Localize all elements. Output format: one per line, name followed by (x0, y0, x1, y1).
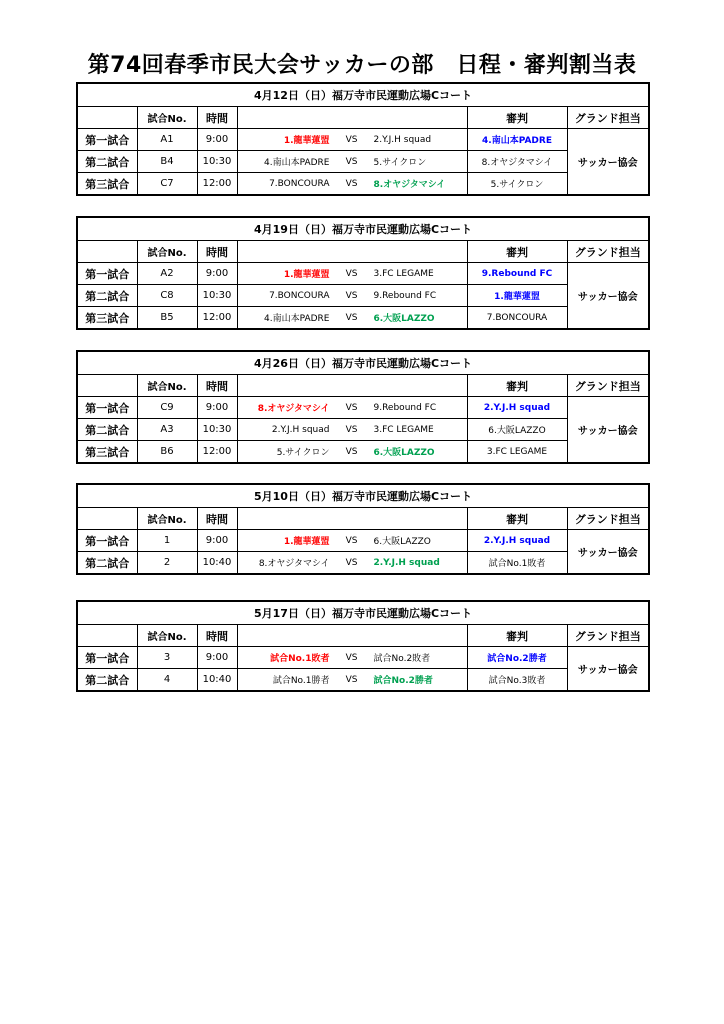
table-row (77, 173, 649, 196)
away-team: 2.Y.J.H squad (373, 557, 440, 568)
away-team: 試合No.2敗者 (373, 654, 431, 664)
header-blank (77, 508, 137, 530)
versus-label: VS (345, 557, 358, 568)
table-row (77, 307, 649, 330)
away-team: 試合No.2勝者 (373, 676, 433, 686)
header-referee: 審判 (467, 508, 567, 530)
header-match-blank (237, 508, 467, 530)
schedule-day-5 (76, 600, 648, 692)
away-team: 6.大阪LAZZO (373, 314, 435, 324)
home-team: 8.オヤジタマシイ (257, 404, 330, 414)
match-date-venue: 4月26日（日）福万寺市民運動広場Cコート (77, 351, 649, 375)
matchup (237, 552, 467, 575)
schedule-day-3 (76, 350, 648, 464)
home-team: 1.龍華蓮盟 (283, 136, 330, 146)
schedule-day-2 (76, 216, 648, 330)
header-blank (77, 241, 137, 263)
referee-team: 7.BONCOURA (467, 307, 567, 330)
versus-label: VS (345, 268, 358, 279)
away-team: 6.大阪LAZZO (373, 448, 435, 458)
matchup (237, 151, 467, 173)
game-label: 第二試合 (77, 151, 137, 173)
ground-staff: サッカー協会 (567, 647, 649, 692)
header-match-blank (237, 625, 467, 647)
matchup (237, 263, 467, 285)
table-row (77, 552, 649, 575)
header-ground: グランド担当 (567, 508, 649, 530)
match-number: 4 (137, 669, 197, 692)
header-blank (77, 625, 137, 647)
versus-label: VS (345, 402, 358, 413)
away-team: 8.オヤジタマシイ (373, 180, 446, 190)
game-label: 第二試合 (77, 669, 137, 692)
table-row (77, 647, 649, 669)
schedule-day-1 (76, 82, 648, 196)
game-label: 第三試合 (77, 173, 137, 196)
header-blank (77, 107, 137, 129)
away-team: 9.Rebound FC (373, 290, 437, 301)
table-row (77, 129, 649, 151)
table-row (77, 397, 649, 419)
versus-label: VS (345, 312, 358, 323)
versus-label: VS (345, 156, 358, 167)
versus-label: VS (345, 178, 358, 189)
matchup (237, 647, 467, 669)
kickoff-time: 9:00 (197, 397, 237, 419)
game-label: 第三試合 (77, 441, 137, 464)
header-referee: 審判 (467, 241, 567, 263)
match-date-venue: 4月19日（日）福万寺市民運動広場Cコート (77, 217, 649, 241)
header-ground: グランド担当 (567, 107, 649, 129)
ground-staff: サッカー協会 (567, 129, 649, 196)
away-team: 2.Y.J.H squad (373, 134, 432, 145)
header-match-blank (237, 241, 467, 263)
kickoff-time: 9:00 (197, 530, 237, 552)
game-label: 第二試合 (77, 285, 137, 307)
header-referee: 審判 (467, 107, 567, 129)
page-title: 第74回春季市民大会サッカーの部 日程・審判割当表 (87, 53, 637, 78)
versus-label: VS (345, 446, 358, 457)
home-team: 8.オヤジタマシイ (258, 559, 330, 569)
header-time: 時間 (197, 375, 237, 397)
kickoff-time: 10:40 (197, 669, 237, 692)
matchup (237, 285, 467, 307)
header-ground: グランド担当 (567, 625, 649, 647)
home-team: 4.南山本PADRE (264, 158, 330, 168)
referee-team: 試合No.3敗者 (467, 669, 567, 692)
table-row (77, 669, 649, 692)
schedule-table (76, 82, 650, 196)
header-ground: グランド担当 (567, 241, 649, 263)
home-team: 2.Y.J.H squad (271, 424, 330, 435)
match-date-venue: 4月12日（日）福万寺市民運動広場Cコート (77, 83, 649, 107)
away-team: 3.FC LEGAME (373, 268, 434, 279)
matchup (237, 419, 467, 441)
away-team: 6.大阪LAZZO (373, 537, 431, 547)
header-match-blank (237, 375, 467, 397)
schedule-table (76, 600, 650, 692)
home-team: 試合No.1敗者 (270, 654, 330, 664)
versus-label: VS (345, 674, 358, 685)
referee-team: 6.大阪LAZZO (467, 419, 567, 441)
referee-team: 9.Rebound FC (467, 263, 567, 285)
ground-staff: サッカー協会 (567, 263, 649, 330)
matchup (237, 173, 467, 196)
match-number: B6 (137, 441, 197, 464)
header-time: 時間 (197, 107, 237, 129)
header-ground: グランド担当 (567, 375, 649, 397)
matchup (237, 307, 467, 330)
header-referee: 審判 (467, 375, 567, 397)
home-team: 1.龍華蓮盟 (283, 537, 330, 547)
header-match-no: 試合No. (137, 107, 197, 129)
kickoff-time: 10:40 (197, 552, 237, 575)
ground-staff: サッカー協会 (567, 530, 649, 575)
match-number: C9 (137, 397, 197, 419)
match-number: B4 (137, 151, 197, 173)
header-time: 時間 (197, 241, 237, 263)
home-team: 4.南山本PADRE (264, 314, 330, 324)
referee-team: 5.サイクロン (467, 173, 567, 196)
home-team: 5.サイクロン (276, 448, 330, 458)
versus-label: VS (345, 424, 358, 435)
matchup (237, 530, 467, 552)
match-number: 3 (137, 647, 197, 669)
away-team: 3.FC LEGAME (373, 424, 434, 435)
referee-team: 2.Y.J.H squad (467, 397, 567, 419)
home-team: 7.BONCOURA (269, 290, 330, 301)
schedule-day-4 (76, 483, 648, 575)
kickoff-time: 12:00 (197, 441, 237, 464)
table-row (77, 285, 649, 307)
home-team: 試合No.1勝者 (272, 676, 330, 686)
ground-staff: サッカー協会 (567, 397, 649, 464)
match-date-venue: 5月10日（日）福万寺市民運動広場Cコート (77, 484, 649, 508)
header-referee: 審判 (467, 625, 567, 647)
match-number: A3 (137, 419, 197, 441)
schedule-table (76, 483, 650, 575)
versus-label: VS (345, 652, 358, 663)
header-match-blank (237, 107, 467, 129)
game-label: 第二試合 (77, 419, 137, 441)
header-blank (77, 375, 137, 397)
matchup (237, 441, 467, 464)
game-label: 第一試合 (77, 263, 137, 285)
match-date-venue: 5月17日（日）福万寺市民運動広場Cコート (77, 601, 649, 625)
table-row (77, 419, 649, 441)
header-time: 時間 (197, 625, 237, 647)
home-team: 1.龍華蓮盟 (283, 270, 330, 280)
table-row (77, 441, 649, 464)
kickoff-time: 10:30 (197, 419, 237, 441)
header-match-no: 試合No. (137, 508, 197, 530)
match-number: C8 (137, 285, 197, 307)
versus-label: VS (345, 290, 358, 301)
match-number: C7 (137, 173, 197, 196)
kickoff-time: 9:00 (197, 129, 237, 151)
table-row (77, 263, 649, 285)
table-row (77, 151, 649, 173)
header-match-no: 試合No. (137, 241, 197, 263)
referee-team: 1.龍華蓮盟 (467, 285, 567, 307)
game-label: 第三試合 (77, 307, 137, 330)
game-label: 第一試合 (77, 647, 137, 669)
referee-team: 8.オヤジタマシイ (467, 151, 567, 173)
kickoff-time: 10:30 (197, 285, 237, 307)
matchup (237, 129, 467, 151)
away-team: 9.Rebound FC (373, 402, 437, 413)
header-time: 時間 (197, 508, 237, 530)
versus-label: VS (345, 535, 358, 546)
schedule-table (76, 216, 650, 330)
kickoff-time: 9:00 (197, 263, 237, 285)
kickoff-time: 12:00 (197, 173, 237, 196)
referee-team: 試合No.1敗者 (467, 552, 567, 575)
match-number: 1 (137, 530, 197, 552)
versus-label: VS (345, 134, 358, 145)
match-number: A1 (137, 129, 197, 151)
kickoff-time: 9:00 (197, 647, 237, 669)
match-number: 2 (137, 552, 197, 575)
game-label: 第二試合 (77, 552, 137, 575)
referee-team: 2.Y.J.H squad (467, 530, 567, 552)
header-match-no: 試合No. (137, 375, 197, 397)
game-label: 第一試合 (77, 129, 137, 151)
kickoff-time: 12:00 (197, 307, 237, 330)
match-number: A2 (137, 263, 197, 285)
referee-team: 3.FC LEGAME (467, 441, 567, 464)
home-team: 7.BONCOURA (269, 178, 330, 189)
referee-team: 試合No.2勝者 (467, 647, 567, 669)
referee-team: 4.南山本PADRE (467, 129, 567, 151)
schedule-table (76, 350, 650, 464)
away-team: 5.サイクロン (373, 158, 427, 168)
matchup (237, 669, 467, 692)
header-match-no: 試合No. (137, 625, 197, 647)
game-label: 第一試合 (77, 397, 137, 419)
matchup (237, 397, 467, 419)
kickoff-time: 10:30 (197, 151, 237, 173)
game-label: 第一試合 (77, 530, 137, 552)
match-number: B5 (137, 307, 197, 330)
table-row (77, 530, 649, 552)
